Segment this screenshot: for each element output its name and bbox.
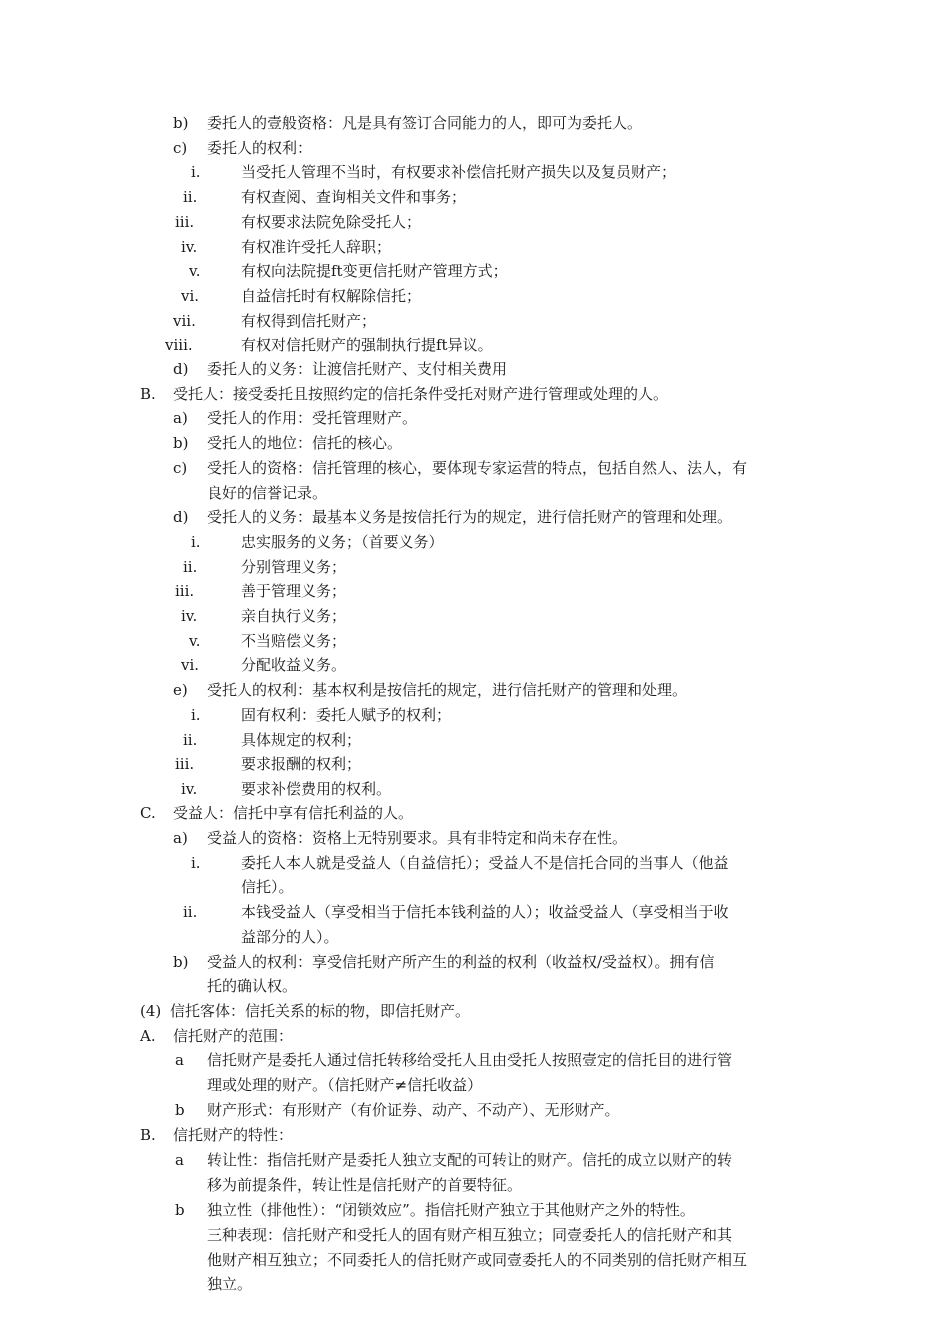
list-item	[0, 111, 950, 136]
item-marker: ii.	[183, 731, 198, 749]
item-text: 有权向法院提ft变更信托财产管理方式；	[241, 262, 508, 280]
item-text: 受托人的权利：基本权利是按信托的规定，进行信托财产的管理和处理。	[207, 681, 688, 699]
section-text: 受托人：接受委托且按照约定的信托条件受托对财产进行管理或处理的人。	[173, 385, 669, 403]
item-marker: a)	[173, 409, 188, 427]
item-text: 固有权利：委托人赋予的权利；	[241, 706, 452, 724]
item-marker: iii.	[175, 213, 195, 231]
list-item-continuation	[0, 1173, 950, 1198]
list-item	[0, 284, 950, 309]
list-item	[0, 456, 950, 481]
item-text: 受托人的地位：信托的核心。	[207, 434, 403, 452]
item-text: 受托人的资格：信托管理的核心，要体现专家运营的特点，包括自然人、法人，有	[207, 459, 748, 477]
list-item-continuation	[0, 1073, 950, 1098]
list-item	[0, 1148, 950, 1173]
section-heading	[0, 1123, 950, 1148]
item-marker: b	[175, 1101, 185, 1119]
list-item	[0, 160, 950, 185]
list-item-continuation	[0, 974, 950, 999]
list-item	[0, 309, 950, 334]
item-marker: a	[175, 1051, 184, 1069]
item-text: 转让性：指信托财产是委托人独立支配的可转让的财产。信托的成立以财产的转	[207, 1151, 733, 1169]
list-item	[0, 1098, 950, 1123]
item-text: 有权查阅、查询相关文件和事务；	[241, 188, 467, 206]
list-item	[0, 752, 950, 777]
section-heading	[0, 1024, 950, 1049]
list-item	[0, 431, 950, 456]
list-item	[0, 851, 950, 876]
item-marker: i.	[191, 533, 201, 551]
item-marker: d)	[173, 360, 189, 378]
item-text: 分配收益义务。	[241, 656, 347, 674]
section-heading	[0, 801, 950, 826]
list-item	[0, 333, 950, 358]
item-marker: d)	[173, 508, 189, 526]
section-heading	[0, 999, 950, 1024]
item-text: 善于管理义务；	[241, 582, 347, 600]
item-text: 益部分的人）。	[241, 928, 339, 946]
item-text: 亲自执行义务；	[241, 607, 347, 625]
item-text: 忠实服务的义务；（首要义务）	[241, 533, 444, 551]
item-marker: ii.	[183, 188, 198, 206]
list-item	[0, 826, 950, 851]
list-item	[0, 505, 950, 530]
item-marker: vii.	[173, 312, 196, 330]
item-marker: i.	[191, 706, 201, 724]
item-text: 要求补偿费用的权利。	[241, 780, 392, 798]
item-marker: a	[175, 1151, 184, 1169]
list-item-continuation	[0, 875, 950, 900]
item-text: 三种表现：信托财产和受托人的固有财产相互独立；同壹委托人的信托财产和其	[207, 1226, 733, 1244]
list-item	[0, 678, 950, 703]
item-marker: b)	[173, 953, 189, 971]
section-marker: C.	[140, 804, 156, 822]
list-item	[0, 185, 950, 210]
item-text: 有权对信托财产的强制执行提ft异议。	[241, 336, 493, 354]
item-marker: ii.	[183, 558, 198, 576]
item-marker: v.	[189, 262, 201, 280]
item-text: 理或处理的财产。（信托财产≠信托收益）	[207, 1076, 483, 1094]
item-text: 委托人的义务：让渡信托财产、支付相关费用	[207, 360, 508, 378]
item-marker: ii.	[183, 903, 198, 921]
section-text: 受益人：信托中享有信托利益的人。	[173, 804, 414, 822]
item-text: 独立。	[207, 1275, 253, 1293]
section-marker: A.	[140, 1027, 156, 1045]
list-item	[0, 357, 950, 382]
list-item	[0, 530, 950, 555]
item-text: 有权得到信托财产；	[241, 312, 377, 330]
item-text: 本钱受益人（享受相当于信托本钱利益的人）；收益受益人（享受相当于收	[241, 903, 729, 921]
list-item	[0, 629, 950, 654]
list-item	[0, 579, 950, 604]
item-marker: b)	[173, 434, 189, 452]
list-item	[0, 259, 950, 284]
item-marker: i.	[191, 854, 201, 872]
list-item-continuation	[0, 481, 950, 506]
item-marker: c)	[173, 459, 188, 477]
item-text: 移为前提条件，转让性是信托财产的首要特征。	[207, 1176, 523, 1194]
item-marker: iv.	[181, 238, 198, 256]
section-marker: (4)	[140, 1002, 162, 1020]
item-text: 受益人的权利：享受信托财产所产生的利益的权利（收益权/受益权）。拥有信	[207, 953, 715, 971]
list-item	[0, 604, 950, 629]
item-marker: e)	[173, 681, 188, 699]
section-text: 信托客体：信托关系的标的物，即信托财产。	[170, 1002, 471, 1020]
item-marker: b)	[173, 114, 189, 132]
item-text: 独立性（排他性）：“闭锁效应”。指信托财产独立于其他财产之外的特性。	[207, 1201, 695, 1219]
item-text: 受托人的义务：最基本义务是按信托行为的规定，进行信托财产的管理和处理。	[207, 508, 733, 526]
list-item-continuation	[0, 1248, 950, 1273]
item-text: 财产形式：有形财产（有价证券、动产、不动产）、无形财产。	[207, 1101, 620, 1119]
item-text: 托的确认权。	[207, 977, 298, 995]
list-item	[0, 1198, 950, 1223]
list-item	[0, 653, 950, 678]
item-text: 不当赔偿义务；	[241, 632, 347, 650]
item-text: 当受托人管理不当时，有权要求补偿信托财产损失以及复员财产；	[241, 163, 677, 181]
section-marker: B.	[140, 1126, 156, 1144]
list-item	[0, 136, 950, 161]
item-marker: viii.	[165, 336, 193, 354]
list-item	[0, 950, 950, 975]
section-heading	[0, 382, 950, 407]
list-item	[0, 900, 950, 925]
list-item	[0, 555, 950, 580]
item-text: 受托人的作用：受托管理财产。	[207, 409, 418, 427]
item-marker: iii.	[175, 582, 195, 600]
item-marker: vi.	[181, 656, 200, 674]
item-marker: vi.	[181, 287, 200, 305]
item-text: 有权准许受托人辞职；	[241, 238, 392, 256]
item-text: 委托人本人就是受益人（自益信托）；受益人不是信托合同的当事人（他益	[241, 854, 729, 872]
section-text: 信托财产的特性：	[173, 1126, 294, 1144]
item-text: 他财产相互独立；不同委托人的信托财产或同壹委托人的不同类别的信托财产相互	[207, 1251, 748, 1269]
item-marker: a)	[173, 829, 188, 847]
item-text: 信托财产是委托人通过信托转移给受托人且由受托人按照壹定的信托目的进行管	[207, 1051, 733, 1069]
item-marker: v.	[189, 632, 201, 650]
item-marker: iii.	[175, 755, 195, 773]
item-text: 有权要求法院免除受托人；	[241, 213, 422, 231]
item-marker: c)	[173, 139, 188, 157]
item-marker: i.	[191, 163, 201, 181]
item-text: 要求报酬的权利；	[241, 755, 362, 773]
section-text: 信托财产的范围：	[173, 1027, 294, 1045]
list-item	[0, 728, 950, 753]
item-text: 良好的信誉记录。	[207, 484, 328, 502]
list-item	[0, 1048, 950, 1073]
list-item	[0, 210, 950, 235]
item-text: 具体规定的权利；	[241, 731, 362, 749]
item-text: 自益信托时有权解除信托；	[241, 287, 422, 305]
item-text: 受益人的资格：资格上无特别要求。具有非特定和尚未存在性。	[207, 829, 628, 847]
list-item	[0, 406, 950, 431]
item-marker: b	[175, 1201, 185, 1219]
item-text: 委托人的壹般资格：凡是具有签订合同能力的人，即可为委托人。	[207, 114, 643, 132]
list-item	[0, 235, 950, 260]
item-text: 委托人的权利：	[207, 139, 313, 157]
item-marker: iv.	[181, 780, 198, 798]
list-item	[0, 703, 950, 728]
item-marker: iv.	[181, 607, 198, 625]
list-item-continuation	[0, 925, 950, 950]
section-marker: B.	[140, 385, 156, 403]
list-item-continuation	[0, 1223, 950, 1248]
list-item	[0, 777, 950, 802]
list-item-continuation	[0, 1272, 950, 1297]
item-text: 信托）。	[241, 878, 294, 896]
item-text: 分别管理义务；	[241, 558, 347, 576]
